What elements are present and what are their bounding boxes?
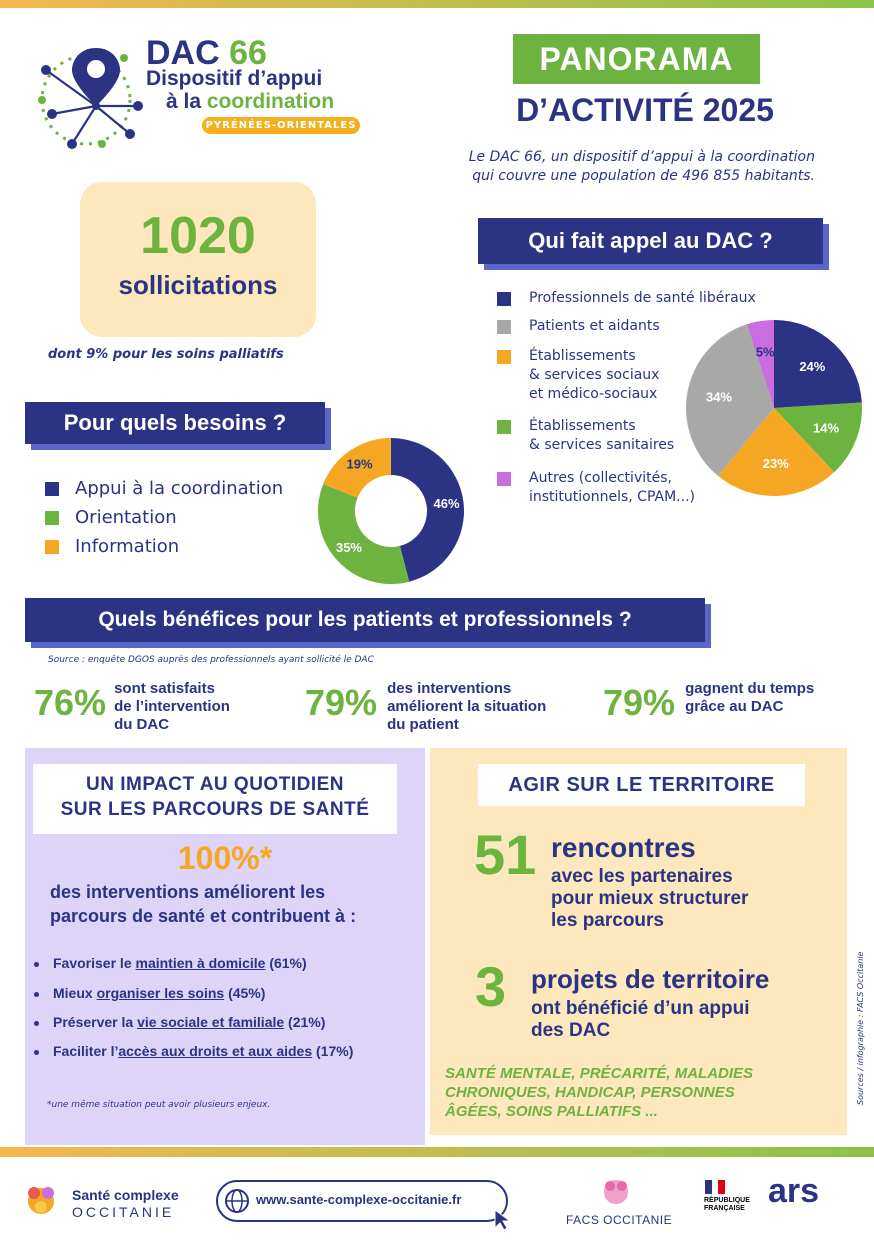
bullet-text: Favoriser le <box>53 955 136 971</box>
impact-bullet <box>34 1043 424 1059</box>
qui-legend-label <box>529 317 660 336</box>
bullet-pct: (61%) <box>265 955 307 971</box>
qui-legend-label <box>529 289 756 308</box>
bullet-dot <box>34 992 39 997</box>
dac-subtitle-part-b: coordination <box>206 90 335 113</box>
pie-slice-label: 35% <box>335 540 363 556</box>
cursor-pointer-icon <box>492 1208 514 1232</box>
qui-legend-label <box>529 417 674 455</box>
stat-line: gagnent du temps <box>685 680 815 697</box>
qui-legend-line: Autres (collectivités, <box>529 470 672 486</box>
dac-subtitle-line2 <box>166 91 334 113</box>
facs-logo-icon <box>600 1176 632 1206</box>
qui-legend-line: & services sociaux <box>529 367 660 383</box>
bullet-underlined: vie sociale et familiale <box>137 1014 285 1030</box>
legend-swatch <box>497 420 511 434</box>
facs-name: FACS OCCITANIE <box>566 1213 673 1227</box>
stat-satisfaits <box>34 680 230 734</box>
rencontres-line: les parcours <box>551 910 664 931</box>
qui-legend-line: Établissements <box>529 418 636 434</box>
bullet-dot <box>34 1050 39 1055</box>
impact-lead-line1: des interventions améliorent les <box>50 882 326 902</box>
stat-line: améliorent la situation <box>387 698 547 715</box>
pie-slice-label: 34% <box>705 389 733 405</box>
legend-swatch <box>497 292 511 306</box>
projets-line: ont bénéficié d’un appui <box>531 998 750 1019</box>
besoins-legend-label: Information <box>75 536 180 557</box>
panorama-title: PANORAMA <box>513 34 760 84</box>
impact-lead <box>50 880 420 928</box>
stat-temps <box>603 680 814 726</box>
stat-text <box>114 680 230 734</box>
rencontres-text <box>551 866 748 932</box>
stat-line: du patient <box>387 716 459 733</box>
agir-title: AGIR SUR LE TERRITOIRE <box>478 764 805 806</box>
rencontres-line: avec les partenaires <box>551 866 733 887</box>
legend-swatch <box>497 350 511 364</box>
intro-line-2: qui couvre une population de 496 855 habitants. <box>472 168 815 184</box>
marianne-flag-icon <box>705 1180 725 1194</box>
stat-text <box>685 680 814 716</box>
qui-legend-line: et médico-sociaux <box>529 386 658 402</box>
pie-slice-label: 19% <box>346 456 373 472</box>
intro-line-1: Le DAC 66, un dispositif d’appui à la coordination <box>468 149 815 165</box>
intro-text <box>400 148 815 186</box>
legend-swatch <box>45 482 59 496</box>
sante-complexe-region: OCCITANIE <box>72 1204 175 1220</box>
sollicitations-label: sollicitations <box>118 270 278 300</box>
qui-legend-item <box>497 317 660 336</box>
qui-legend-line: & services sanitaires <box>529 437 675 453</box>
ars-logo: ars <box>768 1172 820 1210</box>
bullet-text: Mieux <box>53 985 97 1001</box>
republique-francaise-logo <box>704 1197 750 1213</box>
rencontres-title: rencontres <box>551 832 696 863</box>
impact-bullet <box>34 955 424 971</box>
benefices-section-title: Quels bénéfices pour les patients et professionnels ? <box>25 598 705 642</box>
impact-bullet <box>34 985 424 1001</box>
stat-line: grâce au DAC <box>685 698 784 715</box>
bullet-dot <box>34 1021 39 1026</box>
sollicitations-count: 1020 <box>140 207 256 265</box>
benefices-source: Source : enquête DGOS auprès des professionnels ayant sollicité le DAC <box>48 655 374 665</box>
pie-slice-label: 46% <box>433 495 460 511</box>
palliatifs-note: dont 9% pour les soins palliatifs <box>48 347 284 362</box>
impact-percentage: 100%* <box>177 840 273 876</box>
besoins-legend-item <box>45 474 283 503</box>
top-gradient-bar <box>0 0 874 8</box>
dac-logo-title <box>146 36 267 70</box>
qui-legend-label <box>529 347 659 404</box>
stat-line: de l’intervention <box>114 698 230 715</box>
besoins-section-title: Pour quels besoins ? <box>25 402 325 444</box>
dac-network-logo-icon <box>34 40 144 152</box>
besoins-legend-label: Appui à la coordination <box>75 478 284 499</box>
impact-title-line1: UN IMPACT AU QUOTIDIEN <box>86 774 344 795</box>
besoins-legend <box>45 474 283 561</box>
region-badge: PYRÉNÉES-ORIENTALES <box>202 117 360 134</box>
impact-footnote: *une même situation peut avoir plusieurs enjeux. <box>47 1100 271 1110</box>
stat-pct: 79% <box>603 682 676 723</box>
stat-text <box>387 680 546 734</box>
qui-legend-line: Patients et aidants <box>529 318 660 334</box>
impact-title-line2: SUR LES PARCOURS DE SANTÉ <box>60 799 370 820</box>
bullet-underlined: accès aux droits et aux aides <box>118 1043 313 1059</box>
dac-title-text: DAC <box>146 34 220 72</box>
projets-line: des DAC <box>531 1020 611 1041</box>
themes-text <box>445 1064 835 1121</box>
impact-bullet <box>34 1014 424 1030</box>
sante-complexe-logo-icon <box>22 1180 60 1218</box>
legend-swatch <box>45 540 59 554</box>
pie-slice-label: 14% <box>813 420 840 436</box>
bullet-underlined: organiser les soins <box>96 985 225 1001</box>
qui-section-title: Qui fait appel au DAC ? <box>478 218 823 264</box>
bullet-underlined: maintien à domicile <box>135 955 266 971</box>
bullet-text: Faciliter l’ <box>53 1043 119 1059</box>
side-source-credit: Sources / infographie : FACS Occitanie <box>856 951 865 1105</box>
legend-swatch <box>497 320 511 334</box>
impact-lead-line2: parcours de santé et contribuent à : <box>50 906 357 926</box>
stat-pct: 76% <box>34 682 107 723</box>
qui-legend-line: institutionnels, CPAM...) <box>529 489 695 505</box>
themes-line: SANTÉ MENTALE, PRÉCARITÉ, MALADIES <box>445 1065 754 1082</box>
impact-title <box>33 764 397 834</box>
qui-legend-item <box>497 417 674 455</box>
rencontres-number: 51 <box>474 823 537 886</box>
bullet-pct: (45%) <box>224 985 266 1001</box>
qui-legend-label <box>529 469 695 507</box>
rf-line1: RÉPUBLIQUE <box>704 1197 750 1204</box>
besoins-donut-chart <box>316 436 466 586</box>
pie-slice-label: 23% <box>762 455 789 471</box>
pie-slice-label: 5% <box>755 344 775 360</box>
projets-text <box>531 998 750 1042</box>
bullet-text: Préserver la <box>53 1014 138 1030</box>
qui-legend-item <box>497 469 695 507</box>
besoins-legend-item <box>45 532 283 561</box>
legend-swatch <box>45 511 59 525</box>
dac-subtitle-part-a: à la <box>166 90 207 113</box>
stat-line: sont satisfaits <box>114 680 215 697</box>
pie-slice <box>318 484 409 584</box>
activite-title: D’ACTIVITÉ 2025 <box>516 92 774 128</box>
besoins-legend-item <box>45 503 283 532</box>
legend-swatch <box>497 472 511 486</box>
projets-title: projets de territoire <box>531 964 770 994</box>
stat-line: des interventions <box>387 680 512 697</box>
bullet-pct: (17%) <box>312 1043 354 1059</box>
rencontres-line: pour mieux structurer <box>551 888 749 909</box>
dac-number-text: 66 <box>229 34 267 72</box>
qui-legend-line: Établissements <box>529 348 636 364</box>
bullet-dot <box>34 962 39 967</box>
bottom-gradient-bar <box>0 1147 874 1157</box>
dac-subtitle-line1: Dispositif d’appui <box>146 67 323 90</box>
rf-line2: FRANÇAISE <box>704 1205 745 1212</box>
bullet-pct: (21%) <box>284 1014 326 1030</box>
globe-icon <box>224 1188 250 1214</box>
stat-line: du DAC <box>114 716 170 733</box>
themes-line: ÂGÉES, SOINS PALLIATIFS ... <box>445 1103 658 1120</box>
qui-legend-item <box>497 289 756 308</box>
sante-complexe-name: Santé complexe <box>72 1187 179 1203</box>
qui-legend-item <box>497 347 659 404</box>
qui-legend-line: Professionnels de santé libéraux <box>529 290 756 306</box>
projets-number: 3 <box>475 955 507 1018</box>
stat-ameliorent <box>305 680 546 734</box>
pie-slice-label: 24% <box>799 359 826 375</box>
qui-pie-chart <box>686 318 866 498</box>
besoins-legend-label: Orientation <box>75 507 177 528</box>
themes-line: CHRONIQUES, HANDICAP, PERSONNES <box>445 1084 735 1101</box>
stat-pct: 79% <box>305 682 378 723</box>
website-url[interactable]: www.sante-complexe-occitanie.fr <box>256 1192 462 1207</box>
